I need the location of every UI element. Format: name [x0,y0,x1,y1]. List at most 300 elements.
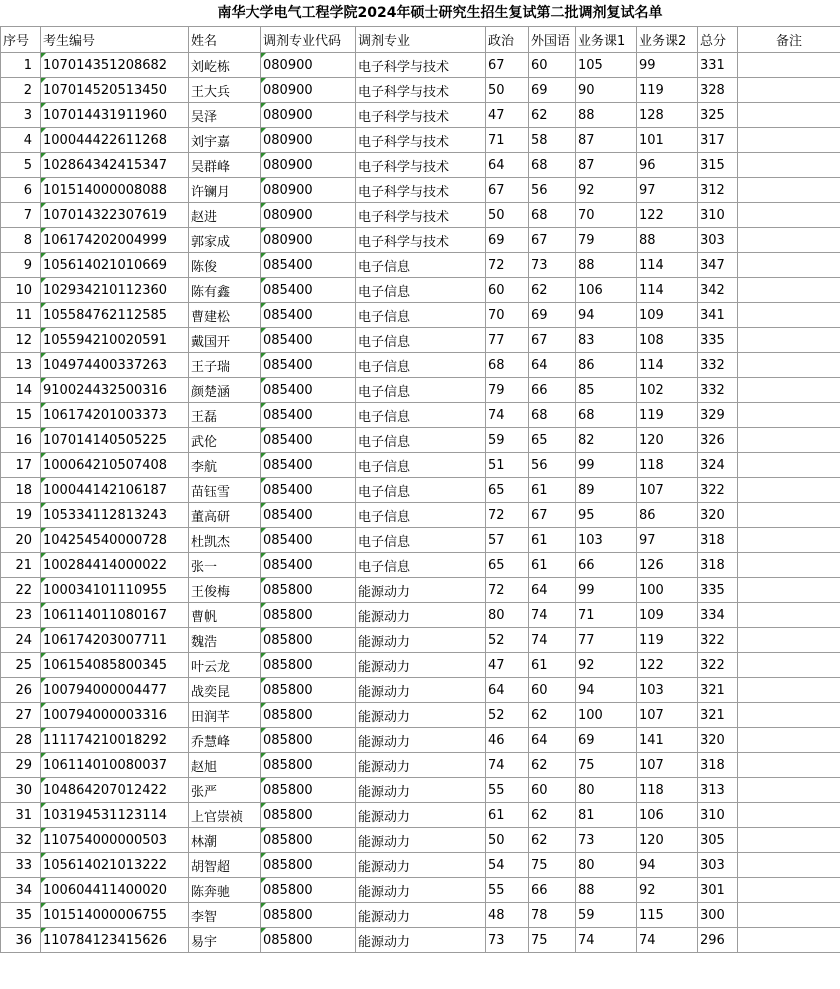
subject2-score-cell[interactable]: 106 [637,803,698,828]
major-code-cell[interactable]: 080900 [261,228,356,253]
name-cell[interactable]: 刘宇嘉 [189,128,261,153]
major-cell[interactable]: 电子信息 [356,428,486,453]
foreign-language-score-cell[interactable]: 62 [529,278,576,303]
politics-score-cell[interactable]: 72 [486,253,529,278]
foreign-language-score-cell[interactable]: 64 [529,578,576,603]
foreign-language-score-cell[interactable]: 62 [529,103,576,128]
subject2-score-cell[interactable]: 119 [637,403,698,428]
subject1-score-cell[interactable]: 68 [576,403,637,428]
serial-cell[interactable]: 23 [1,603,41,628]
major-code-cell[interactable]: 085400 [261,553,356,578]
subject1-score-cell[interactable]: 83 [576,328,637,353]
subject1-score-cell[interactable]: 74 [576,928,637,953]
subject2-score-cell[interactable]: 101 [637,128,698,153]
name-cell[interactable]: 董高研 [189,503,261,528]
subject1-score-cell[interactable]: 100 [576,703,637,728]
subject1-score-cell[interactable]: 85 [576,378,637,403]
remarks-cell[interactable] [738,128,840,153]
name-cell[interactable]: 赵旭 [189,753,261,778]
name-cell[interactable]: 许镧月 [189,178,261,203]
subject2-score-cell[interactable]: 119 [637,628,698,653]
foreign-language-score-cell[interactable]: 73 [529,253,576,278]
politics-score-cell[interactable]: 46 [486,728,529,753]
subject1-score-cell[interactable]: 87 [576,153,637,178]
serial-cell[interactable]: 9 [1,253,41,278]
subject2-score-cell[interactable]: 122 [637,203,698,228]
remarks-cell[interactable] [738,853,840,878]
subject2-score-cell[interactable]: 119 [637,78,698,103]
remarks-cell[interactable] [738,53,840,78]
name-cell[interactable]: 张严 [189,778,261,803]
remarks-cell[interactable] [738,303,840,328]
subject2-score-cell[interactable]: 107 [637,753,698,778]
serial-cell[interactable]: 30 [1,778,41,803]
subject2-score-cell[interactable]: 109 [637,603,698,628]
remarks-cell[interactable] [738,328,840,353]
subject2-score-cell[interactable]: 141 [637,728,698,753]
total-score-cell[interactable]: 318 [698,528,738,553]
major-cell[interactable]: 电子信息 [356,378,486,403]
foreign-language-score-cell[interactable]: 62 [529,703,576,728]
name-cell[interactable]: 魏浩 [189,628,261,653]
name-cell[interactable]: 王俊梅 [189,578,261,603]
subject2-score-cell[interactable]: 88 [637,228,698,253]
subject1-score-cell[interactable]: 73 [576,828,637,853]
serial-cell[interactable]: 16 [1,428,41,453]
subject2-score-cell[interactable]: 102 [637,378,698,403]
politics-score-cell[interactable]: 54 [486,853,529,878]
politics-score-cell[interactable]: 50 [486,828,529,853]
exam-id-cell[interactable]: 106114011080167 [41,603,189,628]
foreign-language-score-cell[interactable]: 75 [529,853,576,878]
subject2-score-cell[interactable]: 122 [637,653,698,678]
subject1-score-cell[interactable]: 69 [576,728,637,753]
exam-id-cell[interactable]: 105584762112585 [41,303,189,328]
exam-id-cell[interactable]: 104974400337263 [41,353,189,378]
major-code-cell[interactable]: 085800 [261,753,356,778]
major-code-cell[interactable]: 085400 [261,528,356,553]
major-code-cell[interactable]: 085800 [261,903,356,928]
total-score-cell[interactable]: 326 [698,428,738,453]
total-score-cell[interactable]: 335 [698,578,738,603]
politics-score-cell[interactable]: 50 [486,78,529,103]
major-cell[interactable]: 能源动力 [356,603,486,628]
exam-id-cell[interactable]: 100034101110955 [41,578,189,603]
major-code-cell[interactable]: 085800 [261,603,356,628]
subject2-score-cell[interactable]: 99 [637,53,698,78]
foreign-language-score-cell[interactable]: 74 [529,628,576,653]
exam-id-cell[interactable]: 105594210020591 [41,328,189,353]
remarks-cell[interactable] [738,828,840,853]
exam-id-cell[interactable]: 104254540000728 [41,528,189,553]
total-score-cell[interactable]: 318 [698,553,738,578]
total-score-cell[interactable]: 313 [698,778,738,803]
remarks-cell[interactable] [738,478,840,503]
major-code-cell[interactable]: 085400 [261,403,356,428]
subject1-score-cell[interactable]: 105 [576,53,637,78]
foreign-language-score-cell[interactable]: 68 [529,153,576,178]
total-score-cell[interactable]: 347 [698,253,738,278]
serial-cell[interactable]: 17 [1,453,41,478]
serial-cell[interactable]: 20 [1,528,41,553]
foreign-language-score-cell[interactable]: 61 [529,653,576,678]
remarks-cell[interactable] [738,353,840,378]
exam-id-cell[interactable]: 910024432500316 [41,378,189,403]
major-cell[interactable]: 电子信息 [356,278,486,303]
major-code-cell[interactable]: 085800 [261,828,356,853]
major-cell[interactable]: 电子信息 [356,528,486,553]
politics-score-cell[interactable]: 47 [486,103,529,128]
subject2-score-cell[interactable]: 108 [637,328,698,353]
col-politics-header[interactable]: 政治 [486,27,529,53]
subject1-score-cell[interactable]: 90 [576,78,637,103]
major-cell[interactable]: 电子科学与技术 [356,153,486,178]
foreign-language-score-cell[interactable]: 67 [529,228,576,253]
remarks-cell[interactable] [738,678,840,703]
remarks-cell[interactable] [738,728,840,753]
major-cell[interactable]: 能源动力 [356,853,486,878]
col-subject1-header[interactable]: 业务课1 [576,27,637,53]
exam-id-cell[interactable]: 107014520513450 [41,78,189,103]
exam-id-cell[interactable]: 100044142106187 [41,478,189,503]
exam-id-cell[interactable]: 100064210507408 [41,453,189,478]
foreign-language-score-cell[interactable]: 56 [529,453,576,478]
major-code-cell[interactable]: 085800 [261,928,356,953]
politics-score-cell[interactable]: 67 [486,178,529,203]
major-code-cell[interactable]: 085800 [261,878,356,903]
subject1-score-cell[interactable]: 88 [576,253,637,278]
politics-score-cell[interactable]: 52 [486,703,529,728]
major-code-cell[interactable]: 085800 [261,653,356,678]
remarks-cell[interactable] [738,228,840,253]
politics-score-cell[interactable]: 59 [486,428,529,453]
subject1-score-cell[interactable]: 86 [576,353,637,378]
politics-score-cell[interactable]: 71 [486,128,529,153]
exam-id-cell[interactable]: 100284414000022 [41,553,189,578]
foreign-language-score-cell[interactable]: 56 [529,178,576,203]
exam-id-cell[interactable]: 100794000004477 [41,678,189,703]
name-cell[interactable]: 王磊 [189,403,261,428]
remarks-cell[interactable] [738,103,840,128]
name-cell[interactable]: 胡智超 [189,853,261,878]
foreign-language-score-cell[interactable]: 65 [529,428,576,453]
total-score-cell[interactable]: 321 [698,703,738,728]
name-cell[interactable]: 吴泽 [189,103,261,128]
total-score-cell[interactable]: 325 [698,103,738,128]
major-cell[interactable]: 能源动力 [356,578,486,603]
serial-cell[interactable]: 28 [1,728,41,753]
politics-score-cell[interactable]: 61 [486,803,529,828]
total-score-cell[interactable]: 335 [698,328,738,353]
foreign-language-score-cell[interactable]: 60 [529,778,576,803]
total-score-cell[interactable]: 300 [698,903,738,928]
politics-score-cell[interactable]: 55 [486,778,529,803]
exam-id-cell[interactable]: 106174201003373 [41,403,189,428]
subject1-score-cell[interactable]: 103 [576,528,637,553]
total-score-cell[interactable]: 296 [698,928,738,953]
major-code-cell[interactable]: 085800 [261,578,356,603]
major-code-cell[interactable]: 080900 [261,78,356,103]
major-code-cell[interactable]: 085800 [261,628,356,653]
exam-id-cell[interactable]: 107014140505225 [41,428,189,453]
exam-id-cell[interactable]: 105614021013222 [41,853,189,878]
name-cell[interactable]: 曹帆 [189,603,261,628]
foreign-language-score-cell[interactable]: 69 [529,303,576,328]
name-cell[interactable]: 吴群峰 [189,153,261,178]
major-code-cell[interactable]: 085400 [261,328,356,353]
total-score-cell[interactable]: 342 [698,278,738,303]
name-cell[interactable]: 陈有鑫 [189,278,261,303]
serial-cell[interactable]: 35 [1,903,41,928]
serial-cell[interactable]: 34 [1,878,41,903]
politics-score-cell[interactable]: 55 [486,878,529,903]
subject2-score-cell[interactable]: 114 [637,253,698,278]
foreign-language-score-cell[interactable]: 60 [529,53,576,78]
remarks-cell[interactable] [738,378,840,403]
remarks-cell[interactable] [738,928,840,953]
foreign-language-score-cell[interactable]: 62 [529,753,576,778]
serial-cell[interactable]: 25 [1,653,41,678]
major-code-cell[interactable]: 085400 [261,278,356,303]
subject2-score-cell[interactable]: 96 [637,153,698,178]
name-cell[interactable]: 叶云龙 [189,653,261,678]
remarks-cell[interactable] [738,203,840,228]
subject1-score-cell[interactable]: 94 [576,678,637,703]
serial-cell[interactable]: 13 [1,353,41,378]
name-cell[interactable]: 王大兵 [189,78,261,103]
major-code-cell[interactable]: 085800 [261,728,356,753]
remarks-cell[interactable] [738,753,840,778]
subject1-score-cell[interactable]: 66 [576,553,637,578]
subject1-score-cell[interactable]: 75 [576,753,637,778]
subject2-score-cell[interactable]: 120 [637,428,698,453]
total-score-cell[interactable]: 312 [698,178,738,203]
exam-id-cell[interactable]: 100044422611268 [41,128,189,153]
total-score-cell[interactable]: 331 [698,53,738,78]
total-score-cell[interactable]: 334 [698,603,738,628]
exam-id-cell[interactable]: 101514000006755 [41,903,189,928]
major-code-cell[interactable]: 085400 [261,478,356,503]
subject2-score-cell[interactable]: 118 [637,453,698,478]
politics-score-cell[interactable]: 48 [486,903,529,928]
subject1-score-cell[interactable]: 92 [576,653,637,678]
major-code-cell[interactable]: 085800 [261,803,356,828]
subject2-score-cell[interactable]: 94 [637,853,698,878]
subject2-score-cell[interactable]: 126 [637,553,698,578]
serial-cell[interactable]: 18 [1,478,41,503]
name-cell[interactable]: 郭家成 [189,228,261,253]
name-cell[interactable]: 戴国开 [189,328,261,353]
foreign-language-score-cell[interactable]: 64 [529,353,576,378]
subject2-score-cell[interactable]: 97 [637,178,698,203]
politics-score-cell[interactable]: 74 [486,403,529,428]
major-code-cell[interactable]: 085400 [261,353,356,378]
subject1-score-cell[interactable]: 99 [576,578,637,603]
foreign-language-score-cell[interactable]: 68 [529,203,576,228]
subject2-score-cell[interactable]: 114 [637,353,698,378]
foreign-language-score-cell[interactable]: 66 [529,878,576,903]
foreign-language-score-cell[interactable]: 66 [529,378,576,403]
subject2-score-cell[interactable]: 107 [637,478,698,503]
col-total-header[interactable]: 总分 [698,27,738,53]
serial-cell[interactable]: 5 [1,153,41,178]
name-cell[interactable]: 杜凯杰 [189,528,261,553]
exam-id-cell[interactable]: 111174210018292 [41,728,189,753]
major-cell[interactable]: 电子科学与技术 [356,203,486,228]
total-score-cell[interactable]: 328 [698,78,738,103]
major-cell[interactable]: 能源动力 [356,903,486,928]
politics-score-cell[interactable]: 80 [486,603,529,628]
subject1-score-cell[interactable]: 88 [576,878,637,903]
subject1-score-cell[interactable]: 99 [576,453,637,478]
exam-id-cell[interactable]: 101514000008088 [41,178,189,203]
foreign-language-score-cell[interactable]: 68 [529,403,576,428]
subject1-score-cell[interactable]: 59 [576,903,637,928]
col-subject2-header[interactable]: 业务课2 [637,27,698,53]
total-score-cell[interactable]: 320 [698,728,738,753]
major-code-cell[interactable]: 080900 [261,128,356,153]
serial-cell[interactable]: 21 [1,553,41,578]
major-cell[interactable]: 能源动力 [356,628,486,653]
major-code-cell[interactable]: 085400 [261,303,356,328]
remarks-cell[interactable] [738,703,840,728]
serial-cell[interactable]: 6 [1,178,41,203]
subject1-score-cell[interactable]: 80 [576,778,637,803]
remarks-cell[interactable] [738,503,840,528]
major-cell[interactable]: 能源动力 [356,753,486,778]
major-code-cell[interactable]: 080900 [261,53,356,78]
total-score-cell[interactable]: 303 [698,853,738,878]
total-score-cell[interactable]: 341 [698,303,738,328]
politics-score-cell[interactable]: 77 [486,328,529,353]
major-cell[interactable]: 电子科学与技术 [356,78,486,103]
serial-cell[interactable]: 11 [1,303,41,328]
subject2-score-cell[interactable]: 109 [637,303,698,328]
major-cell[interactable]: 电子科学与技术 [356,178,486,203]
total-score-cell[interactable]: 317 [698,128,738,153]
politics-score-cell[interactable]: 64 [486,153,529,178]
major-cell[interactable]: 电子科学与技术 [356,128,486,153]
major-cell[interactable]: 能源动力 [356,653,486,678]
name-cell[interactable]: 陈奔驰 [189,878,261,903]
total-score-cell[interactable]: 301 [698,878,738,903]
subject1-score-cell[interactable]: 79 [576,228,637,253]
name-cell[interactable]: 曹建松 [189,303,261,328]
col-serial-header[interactable]: 序号 [1,27,41,53]
major-code-cell[interactable]: 085800 [261,703,356,728]
name-cell[interactable]: 张一 [189,553,261,578]
major-code-cell[interactable]: 080900 [261,178,356,203]
name-cell[interactable]: 田润芊 [189,703,261,728]
subject2-score-cell[interactable]: 107 [637,703,698,728]
major-code-cell[interactable]: 085400 [261,428,356,453]
subject1-score-cell[interactable]: 71 [576,603,637,628]
serial-cell[interactable]: 4 [1,128,41,153]
politics-score-cell[interactable]: 50 [486,203,529,228]
total-score-cell[interactable]: 303 [698,228,738,253]
serial-cell[interactable]: 36 [1,928,41,953]
politics-score-cell[interactable]: 47 [486,653,529,678]
subject2-score-cell[interactable]: 74 [637,928,698,953]
major-code-cell[interactable]: 085400 [261,378,356,403]
major-cell[interactable]: 电子信息 [356,303,486,328]
total-score-cell[interactable]: 329 [698,403,738,428]
subject1-score-cell[interactable]: 92 [576,178,637,203]
politics-score-cell[interactable]: 65 [486,553,529,578]
major-cell[interactable]: 能源动力 [356,728,486,753]
exam-id-cell[interactable]: 102934210112360 [41,278,189,303]
subject2-score-cell[interactable]: 114 [637,278,698,303]
major-cell[interactable]: 电子信息 [356,553,486,578]
exam-id-cell[interactable]: 106154085800345 [41,653,189,678]
serial-cell[interactable]: 19 [1,503,41,528]
major-cell[interactable]: 电子信息 [356,503,486,528]
total-score-cell[interactable]: 332 [698,353,738,378]
col-exam-id-header[interactable]: 考生编号 [41,27,189,53]
exam-id-cell[interactable]: 100604411400020 [41,878,189,903]
politics-score-cell[interactable]: 79 [486,378,529,403]
serial-cell[interactable]: 32 [1,828,41,853]
serial-cell[interactable]: 12 [1,328,41,353]
remarks-cell[interactable] [738,578,840,603]
total-score-cell[interactable]: 332 [698,378,738,403]
major-code-cell[interactable]: 085400 [261,453,356,478]
major-code-cell[interactable]: 085400 [261,253,356,278]
major-cell[interactable]: 电子信息 [356,328,486,353]
name-cell[interactable]: 刘屹栋 [189,53,261,78]
foreign-language-score-cell[interactable]: 58 [529,128,576,153]
major-cell[interactable]: 电子信息 [356,403,486,428]
total-score-cell[interactable]: 318 [698,753,738,778]
politics-score-cell[interactable]: 70 [486,303,529,328]
exam-id-cell[interactable]: 100794000003316 [41,703,189,728]
name-cell[interactable]: 李智 [189,903,261,928]
total-score-cell[interactable]: 305 [698,828,738,853]
serial-cell[interactable]: 22 [1,578,41,603]
total-score-cell[interactable]: 322 [698,628,738,653]
total-score-cell[interactable]: 315 [698,153,738,178]
subject1-score-cell[interactable]: 81 [576,803,637,828]
major-cell[interactable]: 能源动力 [356,778,486,803]
name-cell[interactable]: 陈俊 [189,253,261,278]
foreign-language-score-cell[interactable]: 64 [529,728,576,753]
name-cell[interactable]: 易宇 [189,928,261,953]
major-cell[interactable]: 能源动力 [356,703,486,728]
subject2-score-cell[interactable]: 120 [637,828,698,853]
major-code-cell[interactable]: 085800 [261,678,356,703]
major-code-cell[interactable]: 080900 [261,203,356,228]
exam-id-cell[interactable]: 110784123415626 [41,928,189,953]
major-code-cell[interactable]: 085800 [261,853,356,878]
serial-cell[interactable]: 27 [1,703,41,728]
politics-score-cell[interactable]: 60 [486,278,529,303]
foreign-language-score-cell[interactable]: 78 [529,903,576,928]
subject1-score-cell[interactable]: 87 [576,128,637,153]
total-score-cell[interactable]: 322 [698,478,738,503]
politics-score-cell[interactable]: 69 [486,228,529,253]
serial-cell[interactable]: 8 [1,228,41,253]
col-remarks-header[interactable]: 备注 [738,27,840,53]
remarks-cell[interactable] [738,178,840,203]
foreign-language-score-cell[interactable]: 67 [529,503,576,528]
politics-score-cell[interactable]: 64 [486,678,529,703]
politics-score-cell[interactable]: 73 [486,928,529,953]
foreign-language-score-cell[interactable]: 61 [529,478,576,503]
major-cell[interactable]: 电子信息 [356,453,486,478]
remarks-cell[interactable] [738,878,840,903]
foreign-language-score-cell[interactable]: 69 [529,78,576,103]
foreign-language-score-cell[interactable]: 62 [529,828,576,853]
